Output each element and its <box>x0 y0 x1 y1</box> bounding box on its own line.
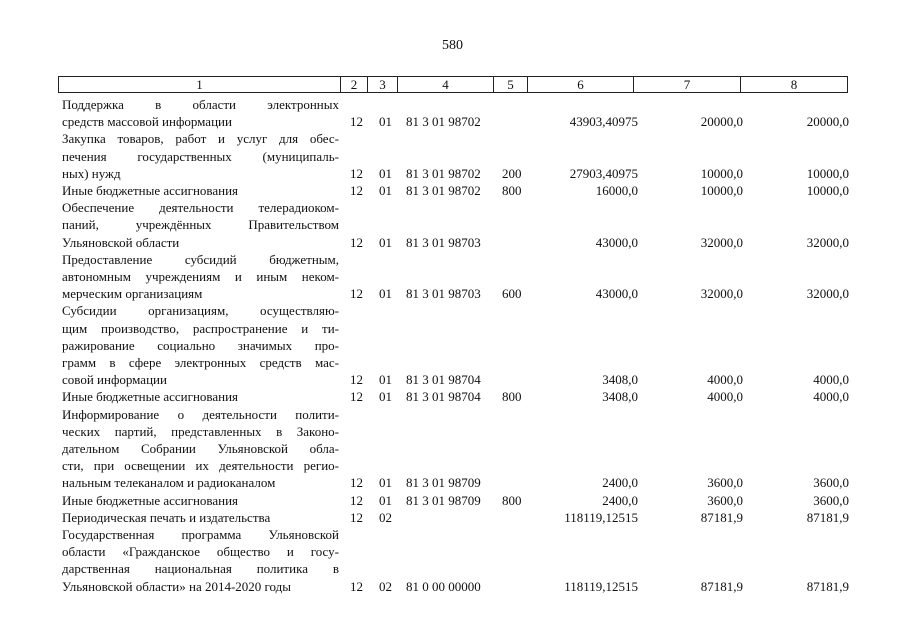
cell-c2: 12 <box>350 114 363 130</box>
cell-c2: 12 <box>350 475 363 491</box>
page-number: 580 <box>442 38 463 53</box>
cell-c8: 4000,0 <box>813 389 849 405</box>
cell-c8: 87181,9 <box>806 509 849 525</box>
cell-c6: 27903,40975 <box>569 165 638 181</box>
description-line: Ульяновской области» на 2014-2020 годы <box>62 578 292 594</box>
description-line: Иные бюджетные ассигнования <box>62 492 239 508</box>
cell-c8: 10000,0 <box>806 165 849 181</box>
cell-c3: 02 <box>379 509 392 525</box>
cell-c4: 81 3 01 98709 <box>406 492 481 508</box>
cell-c3: 01 <box>379 165 392 181</box>
cell-c8: 32000,0 <box>806 286 849 302</box>
cell-c7: 3600,0 <box>707 492 743 508</box>
description-line: щим производство, распространение и ти- <box>62 320 339 336</box>
cell-c7: 4000,0 <box>707 372 743 388</box>
table-row <box>0 182 905 199</box>
cell-c5 <box>502 234 530 251</box>
description-line: области «Гражданское общество и госу- <box>62 544 339 560</box>
cell-c5 <box>502 509 530 526</box>
description-line: Ульяновской области <box>62 234 180 250</box>
cell-c5 <box>502 113 530 130</box>
cell-c8: 4000,0 <box>813 372 849 388</box>
cell-c8: 3600,0 <box>813 492 849 508</box>
description-line: дарственная национальная политика в <box>62 561 339 577</box>
cell-c2: 12 <box>350 372 363 388</box>
cell-c7: 32000,0 <box>700 234 743 250</box>
description-line: нальным телеканалом и радиоканалом <box>62 475 276 491</box>
cell-c2: 12 <box>350 509 363 525</box>
cell-c6: 3408,0 <box>602 389 638 405</box>
description-line: Иные бюджетные ассигнования <box>62 389 239 405</box>
description-line: Государственная программа Ульяновской <box>62 527 339 542</box>
table-row <box>0 474 905 491</box>
cell-c5 <box>502 474 530 491</box>
description-line: средств массовой информации <box>62 114 232 130</box>
description-line: ческих партий, представленных в Законо- <box>62 423 339 439</box>
cell-c5: 800 <box>502 492 522 508</box>
table-row <box>0 371 905 388</box>
cell-c3: 01 <box>379 234 392 250</box>
cell-c2: 12 <box>350 234 363 250</box>
description-line: Закупка товаров, работ и услуг для обес- <box>62 131 339 147</box>
column-header-7: 7 <box>634 77 741 92</box>
cell-c2: 12 <box>350 492 363 508</box>
table-row <box>0 578 905 595</box>
cell-c2: 12 <box>350 165 363 181</box>
description-line: сти, при освещении их деятельности регио- <box>62 458 339 474</box>
cell-c4: 81 3 01 98703 <box>406 286 481 302</box>
cell-c4: 81 3 01 98702 <box>406 114 481 130</box>
description-line: Предоставление субсидий бюджетным, <box>62 251 339 267</box>
table-row <box>0 285 905 302</box>
column-header-3: 3 <box>368 77 398 92</box>
description-line: паний, учреждённых Правительством <box>62 217 339 233</box>
cell-c8: 3600,0 <box>813 475 849 491</box>
cell-c2: 12 <box>350 183 363 198</box>
column-header-6: 6 <box>528 77 634 92</box>
cell-c8: 10000,0 <box>806 183 849 198</box>
column-header-1: 1 <box>59 77 341 92</box>
cell-c6: 16000,0 <box>595 183 638 198</box>
cell-c6: 2400,0 <box>602 492 638 508</box>
cell-c3: 01 <box>379 475 392 491</box>
description-line: печения государственных (муниципаль- <box>62 148 339 164</box>
cell-c6: 3408,0 <box>602 372 638 388</box>
cell-c7: 10000,0 <box>700 183 743 198</box>
cell-c5 <box>502 578 530 595</box>
cell-c7: 3600,0 <box>707 475 743 491</box>
cell-c4: 81 3 01 98702 <box>406 183 481 198</box>
cell-c5: 200 <box>502 165 522 181</box>
description-line: дательном Собрании Ульяновской обла- <box>62 440 339 456</box>
cell-c5: 800 <box>502 389 522 405</box>
table-row <box>0 388 905 405</box>
description-line: Периодическая печать и издательства <box>62 509 271 525</box>
cell-c3: 01 <box>379 389 392 405</box>
description-line: Обеспечение деятельности телерадиоком- <box>62 200 339 216</box>
table-row <box>0 492 905 509</box>
cell-c3: 02 <box>379 578 392 594</box>
cell-c3: 01 <box>379 286 392 302</box>
cell-c6: 2400,0 <box>602 475 638 491</box>
table-row <box>0 509 905 526</box>
description-line: ражирование социально значимых про- <box>62 337 339 353</box>
description-line: мерческим организациям <box>62 286 203 302</box>
description-line: грамм в сфере электронных средств мас- <box>62 354 339 370</box>
description-line: Субсидии организациям, осуществляю- <box>62 303 339 319</box>
cell-c4: 81 3 01 98704 <box>406 372 481 388</box>
cell-c7: 10000,0 <box>700 165 743 181</box>
description-line: Информирование о деятельности полити- <box>62 406 339 422</box>
cell-c7: 20000,0 <box>700 114 743 130</box>
cell-c7: 87181,9 <box>700 509 743 525</box>
cell-c4: 81 0 00 00000 <box>406 578 481 594</box>
cell-c6: 118119,12515 <box>564 578 638 594</box>
cell-c4: 81 3 01 98709 <box>406 475 481 491</box>
description-line: автономным учреждениям и иным неком- <box>62 268 339 284</box>
cell-c3: 01 <box>379 492 392 508</box>
cell-c6: 43000,0 <box>595 234 638 250</box>
cell-c5: 600 <box>502 286 522 302</box>
table-row <box>0 113 905 130</box>
table-row <box>0 165 905 182</box>
cell-c5: 800 <box>502 183 522 198</box>
column-header-2: 2 <box>341 77 368 92</box>
column-header-8: 8 <box>790 77 798 92</box>
cell-c6: 43000,0 <box>595 286 638 302</box>
cell-c5 <box>502 371 530 388</box>
cell-c4 <box>406 509 498 526</box>
cell-c7: 87181,9 <box>700 578 743 594</box>
description-line: ных) нужд <box>62 165 121 181</box>
cell-c6: 43903,40975 <box>569 114 638 130</box>
cell-c2: 12 <box>350 286 363 302</box>
column-header-4: 4 <box>398 77 494 92</box>
cell-c4: 81 3 01 98702 <box>406 165 481 181</box>
cell-c4: 81 3 01 98704 <box>406 389 481 405</box>
cell-c8: 20000,0 <box>806 114 849 130</box>
cell-c2: 12 <box>350 578 363 594</box>
column-header-5: 5 <box>494 77 528 92</box>
table-header <box>58 76 848 93</box>
cell-c8: 32000,0 <box>806 234 849 250</box>
cell-c3: 01 <box>379 183 392 198</box>
cell-c4: 81 3 01 98703 <box>406 234 481 250</box>
cell-c7: 4000,0 <box>707 389 743 405</box>
cell-c6: 118119,12515 <box>564 509 638 525</box>
table-row <box>0 234 905 251</box>
cell-c8: 87181,9 <box>806 578 849 594</box>
description-line: совой информации <box>62 372 167 388</box>
description-line: Иные бюджетные ассигнования <box>62 183 239 198</box>
description-line: Поддержка в области электронных <box>62 97 339 112</box>
cell-c3: 01 <box>379 114 392 130</box>
cell-c3: 01 <box>379 372 392 388</box>
cell-c2: 12 <box>350 389 363 405</box>
cell-c7: 32000,0 <box>700 286 743 302</box>
